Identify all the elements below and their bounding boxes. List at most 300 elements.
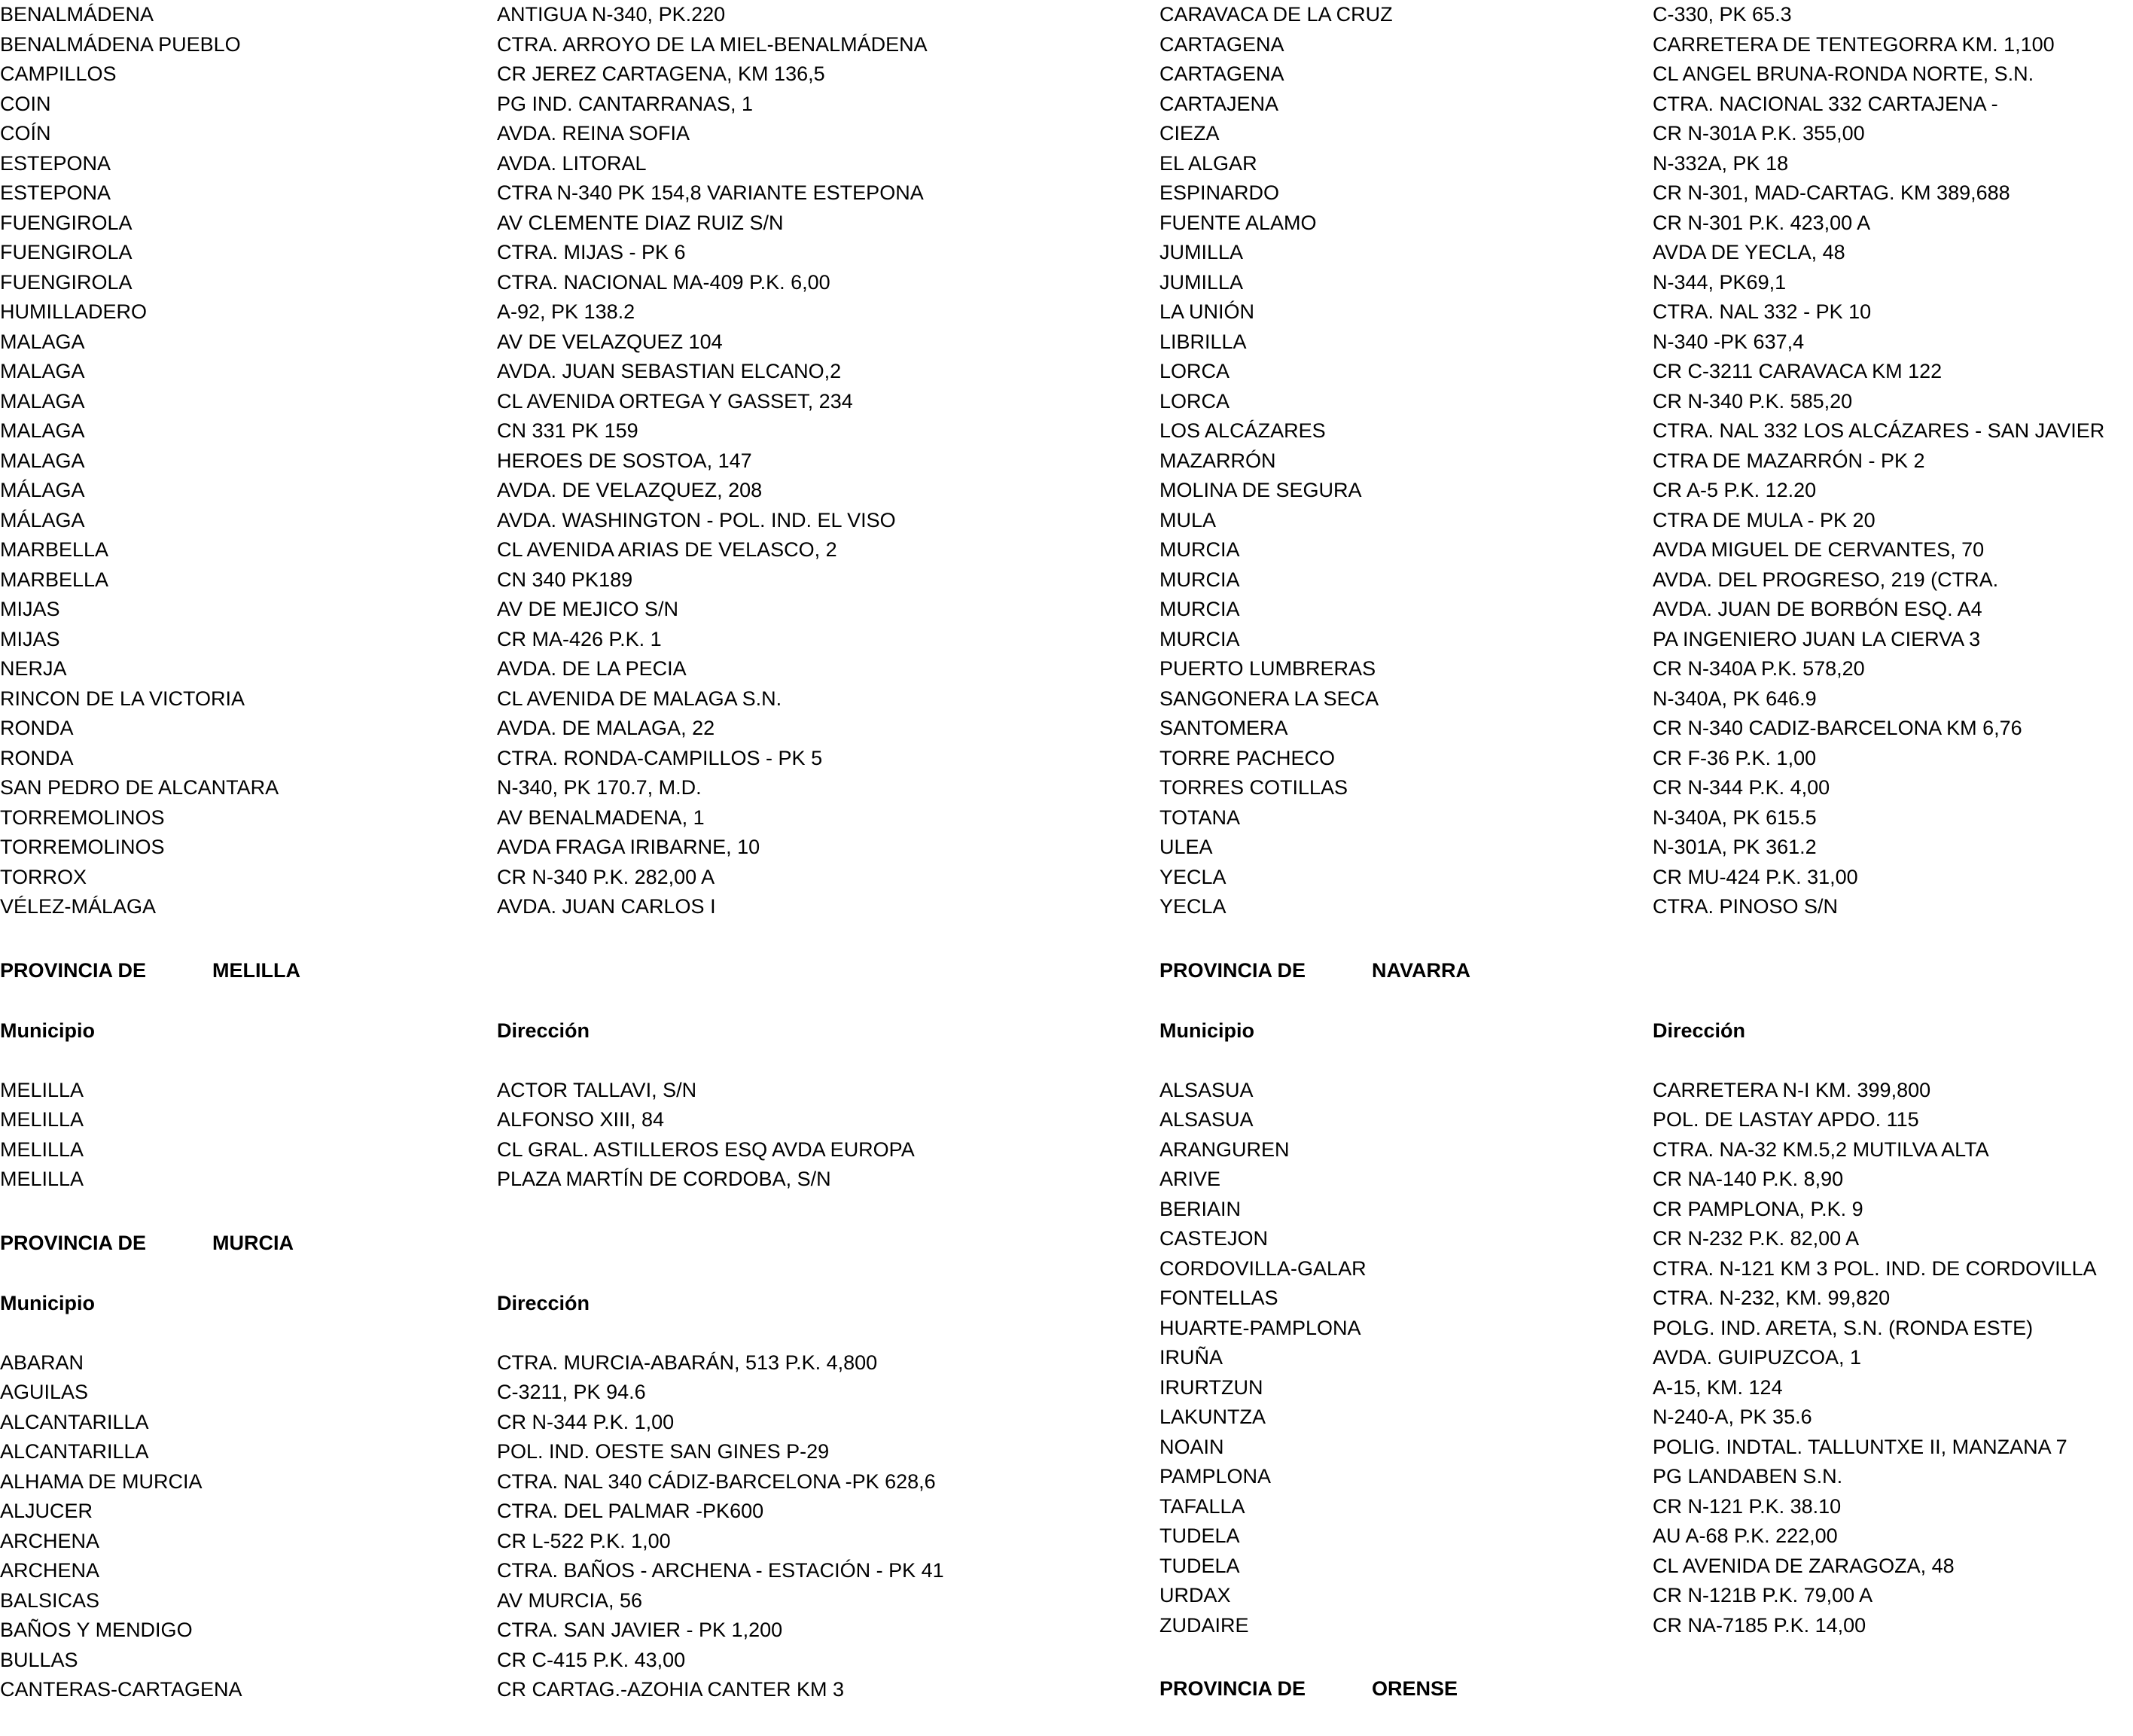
municipio-cell: BENALMÁDENA — [0, 3, 154, 26]
province-name: ORENSE — [1372, 1677, 1458, 1700]
municipio-cell: HUARTE-PAMPLONA — [1159, 1316, 1361, 1339]
municipio-cell: JUMILLA — [1159, 241, 1244, 263]
municipio-cell: ABARAN — [0, 1351, 84, 1374]
list-item — [0, 59, 1152, 90]
municipio-cell: SAN PEDRO DE ALCANTARA — [0, 776, 279, 799]
direccion-cell: CTRA. NAL 332 - PK 10 — [1653, 300, 1872, 323]
melilla-list — [0, 1076, 1152, 1195]
municipio-cell: TAFALLA — [1159, 1494, 1245, 1518]
list-item — [1159, 744, 2131, 774]
municipio-cell: ULEA — [1159, 836, 1213, 858]
municipio-cell: TOTANA — [1159, 806, 1241, 829]
list-item — [1159, 1552, 2131, 1582]
list-item — [1159, 1343, 2131, 1373]
direccion-cell: ANTIGUA N-340, PK.220 — [497, 3, 726, 26]
list-item — [1159, 59, 2131, 90]
direccion-cell: N-301A, PK 361.2 — [1653, 836, 1817, 858]
direccion-cell: PLAZA MARTÍN DE CORDOBA, S/N — [497, 1168, 831, 1190]
direccion-cell: CL AVENIDA DE MALAGA S.N. — [497, 687, 782, 710]
list-item — [1159, 1521, 2131, 1552]
municipio-cell: LIBRILLA — [1159, 330, 1247, 353]
direccion-cell: AVDA. GUIPUZCOA, 1 — [1653, 1346, 1862, 1369]
list-item — [1159, 833, 2131, 863]
direccion-cell: CTRA. BAÑOS - ARCHENA - ESTACIÓN - PK 41 — [497, 1559, 944, 1582]
municipio-cell: MIJAS — [0, 627, 60, 650]
province-label: PROVINCIA DE — [0, 958, 147, 982]
province-name: NAVARRA — [1372, 958, 1470, 982]
list-item — [0, 833, 1152, 863]
direccion-cell: AV MURCIA, 56 — [497, 1588, 643, 1612]
direccion-cell: AVDA. WASHINGTON - POL. IND. EL VISO — [497, 508, 896, 531]
direccion-cell: CTRA N-340 PK 154,8 VARIANTE ESTEPONA — [497, 181, 924, 204]
municipio-cell: MULA — [1159, 508, 1217, 531]
municipio-cell: MÁLAGA — [0, 508, 85, 531]
direccion-cell: CL GRAL. ASTILLEROS ESQ AVDA EUROPA — [497, 1138, 915, 1161]
municipio-cell: MURCIA — [1159, 538, 1240, 561]
list-item — [1159, 773, 2131, 803]
municipio-cell: LAKUNTZA — [1159, 1406, 1266, 1428]
municipio-cell: CAMPILLOS — [0, 62, 117, 85]
municipio-cell: MURCIA — [1159, 568, 1240, 591]
direccion-cell: CR N-121 P.K. 38.10 — [1653, 1494, 1842, 1518]
direccion-cell: N-340 -PK 637,4 — [1653, 330, 1805, 353]
direccion-cell: CTRA. N-232, KM. 99,820 — [1653, 1287, 1891, 1309]
municipio-cell: TORREMOLINOS — [0, 806, 165, 829]
municipio-cell: FUENTE ALAMO — [1159, 211, 1317, 234]
direccion-cell: CTRA. DEL PALMAR -PK600 — [497, 1500, 764, 1522]
direccion-cell: CTRA. NAL 332 LOS ALCÁZARES - SAN JAVIER — [1653, 419, 2105, 442]
direccion-cell: CL ANGEL BRUNA-RONDA NORTE, S.N. — [1653, 62, 2034, 85]
list-item — [0, 595, 1152, 625]
list-item — [1159, 1611, 2131, 1641]
direccion-cell: CTRA. NAL 340 CÁDIZ-BARCELONA -PK 628,6 — [497, 1470, 936, 1493]
header-direccion: Dirección — [497, 1291, 590, 1314]
province-heading-navarra — [1159, 955, 2131, 985]
list-item — [0, 863, 1152, 893]
list-item — [0, 476, 1152, 506]
direccion-cell: CR N-340 P.K. 585,20 — [1653, 389, 1853, 413]
list-item — [0, 416, 1152, 446]
direccion-cell: AVDA. DE VELAZQUEZ, 208 — [497, 479, 763, 501]
list-item — [1159, 1135, 2131, 1165]
list-item — [0, 209, 1152, 239]
list-item — [0, 892, 1152, 922]
municipio-cell: LA UNIÓN — [1159, 300, 1255, 323]
direccion-cell: ALFONSO XIII, 84 — [497, 1108, 665, 1131]
list-item — [1159, 387, 2131, 417]
direccion-cell: CL AVENIDA ORTEGA Y GASSET, 234 — [497, 389, 853, 413]
list-item — [0, 1135, 1152, 1165]
municipio-cell: CANTERAS-CARTAGENA — [0, 1678, 242, 1701]
municipio-cell: TORRE PACHECO — [1159, 746, 1336, 769]
direccion-cell: CTRA. ARROYO DE LA MIEL-BENALMÁDENA — [497, 32, 928, 56]
list-item — [0, 149, 1152, 179]
municipio-cell: VÉLEZ-MÁLAGA — [0, 895, 157, 918]
direccion-cell: AVDA. JUAN SEBASTIAN ELCANO,2 — [497, 360, 842, 382]
list-item — [1159, 1284, 2131, 1314]
direccion-cell: N-340A, PK 615.5 — [1653, 806, 1817, 829]
list-item — [0, 1556, 1152, 1586]
municipio-cell: CARTAGENA — [1159, 62, 1284, 85]
direccion-cell: CR N-340A P.K. 578,20 — [1653, 657, 1865, 680]
direccion-cell: CR N-232 P.K. 82,00 A — [1653, 1227, 1860, 1250]
list-item — [1159, 1224, 2131, 1254]
direccion-cell: AVDA. REINA SOFIA — [497, 122, 690, 145]
direccion-cell: AVDA. DE MALAGA, 22 — [497, 717, 715, 739]
list-item — [0, 1105, 1152, 1135]
municipio-cell: AGUILAS — [0, 1381, 89, 1403]
direccion-cell: AVDA. DEL PROGRESO, 219 (CTRA. — [1653, 568, 1999, 591]
direccion-cell: A-15, KM. 124 — [1653, 1375, 1783, 1399]
direccion-cell: AVDA. JUAN CARLOS I — [497, 895, 716, 918]
municipio-cell: ARIVE — [1159, 1168, 1221, 1190]
municipio-cell: ALCANTARILLA — [0, 1410, 149, 1433]
municipio-cell: YECLA — [1159, 865, 1226, 888]
municipio-cell: MELILLA — [0, 1078, 84, 1101]
direccion-cell: CTRA. NACIONAL MA-409 P.K. 6,00 — [497, 270, 830, 294]
direccion-cell: CR MU-424 P.K. 31,00 — [1653, 865, 1858, 888]
direccion-cell: CR JEREZ CARTAGENA, KM 136,5 — [497, 62, 825, 85]
municipio-cell: TUDELA — [1159, 1554, 1240, 1577]
list-item — [0, 1497, 1152, 1527]
municipio-cell: TUDELA — [1159, 1524, 1240, 1547]
direccion-cell: CTRA. PINOSO S/N — [1653, 895, 1839, 918]
list-item — [1159, 357, 2131, 387]
direccion-cell: CTRA. N-121 KM 3 POL. IND. DE CORDOVILLA — [1653, 1256, 2097, 1280]
direccion-cell: PG IND. CANTARRANAS, 1 — [497, 92, 754, 115]
direccion-cell: AVDA DE YECLA, 48 — [1653, 241, 1845, 263]
direccion-cell: CARRETERA N-I KM. 399,800 — [1653, 1078, 1931, 1101]
municipio-cell: ALHAMA DE MURCIA — [0, 1470, 203, 1493]
municipio-cell: LORCA — [1159, 360, 1230, 382]
direccion-cell: CN 331 PK 159 — [497, 419, 638, 442]
list-item — [1159, 1314, 2131, 1344]
direccion-cell: CTRA. MIJAS - PK 6 — [497, 241, 686, 263]
list-item — [0, 1527, 1152, 1557]
municipio-cell: FUENGIROLA — [0, 270, 133, 294]
list-item — [1159, 1195, 2131, 1225]
list-item — [1159, 209, 2131, 239]
list-item — [1159, 1165, 2131, 1195]
municipio-cell: FONTELLAS — [1159, 1287, 1278, 1309]
municipio-cell: RINCON DE LA VICTORIA — [0, 687, 245, 710]
list-item — [0, 684, 1152, 714]
municipio-cell: CARAVACA DE LA CRUZ — [1159, 3, 1393, 26]
direccion-cell: AV DE VELAZQUEZ 104 — [497, 330, 723, 353]
direccion-cell: CR N-340 P.K. 282,00 A — [497, 865, 715, 888]
municipio-cell: IRUÑA — [1159, 1346, 1223, 1369]
municipio-cell: CARTAJENA — [1159, 92, 1279, 115]
list-item — [0, 1408, 1152, 1438]
direccion-cell: CTRA. MURCIA-ABARÁN, 513 P.K. 4,800 — [497, 1351, 878, 1374]
list-item — [0, 268, 1152, 298]
list-item — [0, 1586, 1152, 1616]
list-item — [0, 1646, 1152, 1676]
list-item — [1159, 565, 2131, 595]
direccion-cell: PG LANDABEN S.N. — [1653, 1465, 1843, 1488]
direccion-cell: CR CARTAG.-AZOHIA CANTER KM 3 — [497, 1678, 845, 1701]
municipio-cell: MELILLA — [0, 1168, 84, 1190]
municipio-cell: PUERTO LUMBRERAS — [1159, 657, 1376, 680]
municipio-cell: MÁLAGA — [0, 479, 85, 501]
list-item — [1159, 119, 2131, 149]
direccion-cell: CTRA. NACIONAL 332 CARTAJENA - — [1653, 92, 1998, 115]
municipio-cell: BERIAIN — [1159, 1197, 1242, 1220]
list-item — [1159, 90, 2131, 120]
province-name: MELILLA — [212, 958, 300, 982]
municipio-cell: ESTEPONA — [0, 151, 111, 175]
municipio-cell: MARBELLA — [0, 538, 109, 561]
list-item — [0, 1378, 1152, 1408]
list-item — [1159, 1373, 2131, 1403]
header-direccion: Dirección — [497, 1019, 590, 1042]
municipio-cell: NOAIN — [1159, 1435, 1224, 1458]
municipio-cell: MURCIA — [1159, 627, 1240, 650]
list-item — [1159, 149, 2131, 179]
direccion-cell: A-92, PK 138.2 — [497, 300, 635, 323]
list-item — [0, 387, 1152, 417]
direccion-cell: AVDA MIGUEL DE CERVANTES, 70 — [1653, 538, 1985, 561]
direccion-cell: CR N-344 P.K. 1,00 — [497, 1410, 675, 1433]
list-item — [0, 119, 1152, 149]
municipio-cell: SANTOMERA — [1159, 717, 1288, 739]
direccion-cell: CR N-301 P.K. 423,00 A — [1653, 211, 1871, 234]
direccion-cell: POLIG. INDTAL. TALLUNTXE II, MANZANA 7 — [1653, 1435, 2067, 1458]
murcia-list — [0, 1348, 1152, 1705]
municipio-cell: TORREMOLINOS — [0, 836, 165, 858]
direccion-cell: CR C-3211 CARAVACA KM 122 — [1653, 360, 1943, 382]
municipio-cell: RONDA — [0, 717, 74, 739]
direccion-cell: N-344, PK69,1 — [1653, 270, 1787, 294]
direccion-cell: CARRETERA DE TENTEGORRA KM. 1,100 — [1653, 32, 2055, 56]
list-item — [1159, 535, 2131, 565]
direccion-cell: C-3211, PK 94.6 — [497, 1381, 646, 1403]
direccion-cell: CR N-121B P.K. 79,00 A — [1653, 1584, 1873, 1607]
list-item — [0, 357, 1152, 387]
list-item — [0, 1437, 1152, 1467]
list-item — [0, 803, 1152, 833]
list-item — [1159, 1492, 2131, 1522]
list-item — [0, 1348, 1152, 1378]
header-municipio: Municipio — [1159, 1019, 1254, 1042]
list-item — [0, 714, 1152, 744]
list-item — [0, 0, 1152, 30]
direccion-cell: CR N-344 P.K. 4,00 — [1653, 776, 1830, 799]
municipio-cell: ALJUCER — [0, 1500, 93, 1522]
list-item — [1159, 30, 2131, 60]
direccion-cell: AVDA FRAGA IRIBARNE, 10 — [497, 836, 760, 858]
list-item — [1159, 1403, 2131, 1433]
municipio-cell: BALSICAS — [0, 1588, 100, 1612]
direccion-cell: AVDA. DE LA PECIA — [497, 657, 687, 680]
list-item — [1159, 684, 2131, 714]
municipio-cell: COIN — [0, 92, 51, 115]
municipio-cell: MALAGA — [0, 389, 85, 413]
direccion-cell: N-340, PK 170.7, M.D. — [497, 776, 702, 799]
list-item — [1159, 416, 2131, 446]
direccion-cell: CR L-522 P.K. 1,00 — [497, 1529, 671, 1552]
municipio-cell: MELILLA — [0, 1138, 84, 1161]
direccion-cell: N-332A, PK 18 — [1653, 151, 1789, 175]
direccion-cell: CR F-36 P.K. 1,00 — [1653, 746, 1817, 769]
province-heading-murcia — [0, 1228, 1152, 1258]
list-item — [1159, 268, 2131, 298]
municipio-cell: LORCA — [1159, 389, 1230, 413]
list-item — [1159, 1462, 2131, 1492]
direccion-cell: CTRA DE MAZARRÓN - PK 2 — [1653, 449, 1925, 472]
direccion-cell: CR N-340 CADIZ-BARCELONA KM 6,76 — [1653, 717, 2022, 739]
municipio-cell: COÍN — [0, 122, 51, 145]
direccion-cell: POL. DE LASTAY APDO. 115 — [1653, 1108, 1919, 1131]
column-header — [0, 1016, 1152, 1046]
direccion-cell: AVDA. JUAN DE BORBÓN ESQ. A4 — [1653, 598, 1982, 620]
municipio-cell: TORRES COTILLAS — [1159, 776, 1348, 799]
list-item — [0, 773, 1152, 803]
list-item — [0, 654, 1152, 684]
municipio-cell: ALSASUA — [1159, 1108, 1254, 1131]
municipio-cell: ESTEPONA — [0, 181, 111, 204]
direccion-cell: CTRA DE MULA - PK 20 — [1653, 508, 1876, 531]
province-heading-orense — [1159, 1674, 2131, 1704]
list-item — [0, 506, 1152, 536]
list-item — [0, 1675, 1152, 1705]
municipio-cell: MARBELLA — [0, 568, 109, 591]
list-item — [1159, 1433, 2131, 1463]
municipio-cell: SANGONERA LA SECA — [1159, 687, 1379, 710]
direccion-cell: C-330, PK 65.3 — [1653, 3, 1792, 26]
direccion-cell: CN 340 PK189 — [497, 568, 633, 591]
header-direccion: Dirección — [1653, 1019, 1746, 1042]
province-label: PROVINCIA DE — [1159, 958, 1306, 982]
navarra-list — [1159, 1076, 2131, 1641]
municipio-cell: ALCANTARILLA — [0, 1440, 149, 1463]
list-item — [0, 625, 1152, 655]
municipio-cell: MURCIA — [1159, 598, 1240, 620]
province-name: MURCIA — [212, 1231, 294, 1254]
municipio-cell: CARTAGENA — [1159, 32, 1284, 56]
list-item — [0, 327, 1152, 358]
list-item — [0, 178, 1152, 209]
province-label: PROVINCIA DE — [0, 1231, 147, 1254]
municipio-cell: HUMILLADERO — [0, 300, 148, 323]
direccion-cell: CTRA. SAN JAVIER - PK 1,200 — [497, 1619, 783, 1641]
municipio-cell: ALSASUA — [1159, 1078, 1254, 1101]
direccion-cell: ACTOR TALLAVI, S/N — [497, 1078, 697, 1101]
list-item — [1159, 506, 2131, 536]
malaga-list — [0, 0, 1152, 922]
municipio-cell: MIJAS — [0, 598, 60, 620]
direccion-cell: CR NA-140 P.K. 8,90 — [1653, 1168, 1844, 1190]
municipio-cell: ARCHENA — [0, 1559, 100, 1582]
column-header — [0, 1288, 1152, 1318]
municipio-cell: MELILLA — [0, 1108, 84, 1131]
municipio-cell: CASTEJON — [1159, 1227, 1269, 1250]
municipio-cell: MALAGA — [0, 449, 85, 472]
direccion-cell: N-240-A, PK 35.6 — [1653, 1406, 1812, 1428]
direccion-cell: CR N-301A P.K. 355,00 — [1653, 122, 1865, 145]
direccion-cell: AU A-68 P.K. 222,00 — [1653, 1524, 1838, 1547]
list-item — [0, 90, 1152, 120]
direccion-cell: CR MA-426 P.K. 1 — [497, 627, 662, 650]
right-column — [1159, 0, 2131, 1704]
list-item — [0, 1076, 1152, 1106]
direccion-cell: POL. IND. OESTE SAN GINES P-29 — [497, 1440, 830, 1463]
direccion-cell: CR N-301, MAD-CARTAG. KM 389,688 — [1653, 181, 2010, 204]
header-municipio: Municipio — [0, 1291, 95, 1314]
municipio-cell: FUENGIROLA — [0, 241, 133, 263]
municipio-cell: EL ALGAR — [1159, 151, 1257, 175]
province-heading-melilla — [0, 955, 1152, 985]
direccion-cell: N-340A, PK 646.9 — [1653, 687, 1817, 710]
municipio-cell: FUENGIROLA — [0, 211, 133, 234]
municipio-cell: MALAGA — [0, 360, 85, 382]
direccion-cell: HEROES DE SOSTOA, 147 — [497, 449, 752, 472]
list-item — [1159, 654, 2131, 684]
list-item — [1159, 625, 2131, 655]
direccion-cell: AV CLEMENTE DIAZ RUIZ S/N — [497, 211, 784, 234]
direccion-cell: AV BENALMADENA, 1 — [497, 806, 705, 829]
direccion-cell: CTRA. NA-32 KM.5,2 MUTILVA ALTA — [1653, 1138, 1989, 1161]
list-item — [1159, 595, 2131, 625]
list-item — [1159, 297, 2131, 327]
list-item — [1159, 1581, 2131, 1611]
list-item — [1159, 1105, 2131, 1135]
municipio-cell: ESPINARDO — [1159, 181, 1280, 204]
list-item — [0, 1467, 1152, 1497]
municipio-cell: MALAGA — [0, 330, 85, 353]
list-item — [0, 297, 1152, 327]
municipio-cell: ARCHENA — [0, 1529, 100, 1552]
list-item — [1159, 0, 2131, 30]
municipio-cell: MOLINA DE SEGURA — [1159, 479, 1362, 501]
list-item — [1159, 1076, 2131, 1106]
list-item — [1159, 892, 2131, 922]
municipio-cell: BULLAS — [0, 1648, 78, 1671]
municipio-cell: TORROX — [0, 865, 87, 888]
municipio-cell: MALAGA — [0, 419, 85, 442]
list-item — [1159, 476, 2131, 506]
province-label: PROVINCIA DE — [1159, 1677, 1306, 1700]
direccion-cell: CL AVENIDA DE ZARAGOZA, 48 — [1653, 1554, 1955, 1577]
murcia-cont-list — [1159, 0, 2131, 922]
direccion-cell: CR C-415 P.K. 43,00 — [497, 1648, 686, 1671]
column-header — [1159, 1016, 2131, 1046]
municipio-cell: BENALMÁDENA PUEBLO — [0, 32, 241, 56]
list-item — [1159, 863, 2131, 893]
direccion-cell: AV DE MEJICO S/N — [497, 598, 679, 620]
direccion-cell: CL AVENIDA ARIAS DE VELASCO, 2 — [497, 538, 837, 561]
list-item — [1159, 178, 2131, 209]
direccion-cell: CR PAMPLONA, P.K. 9 — [1653, 1197, 1863, 1220]
list-item — [0, 446, 1152, 477]
municipio-cell: ARANGUREN — [1159, 1138, 1290, 1161]
list-item — [0, 238, 1152, 268]
direccion-cell: POLG. IND. ARETA, S.N. (RONDA ESTE) — [1653, 1316, 2034, 1339]
list-item — [0, 535, 1152, 565]
municipio-cell: ZUDAIRE — [1159, 1613, 1249, 1637]
municipio-cell: URDAX — [1159, 1584, 1231, 1607]
municipio-cell: IRURTZUN — [1159, 1375, 1263, 1399]
municipio-cell: LOS ALCÁZARES — [1159, 419, 1326, 442]
municipio-cell: PAMPLONA — [1159, 1465, 1272, 1488]
header-municipio: Municipio — [0, 1019, 95, 1042]
list-item — [0, 30, 1152, 60]
municipio-cell: RONDA — [0, 746, 74, 769]
direccion-cell: CR A-5 P.K. 12.20 — [1653, 479, 1817, 501]
direccion-cell: CTRA. RONDA-CAMPILLOS - PK 5 — [497, 746, 823, 769]
municipio-cell: BAÑOS Y MENDIGO — [0, 1619, 193, 1641]
list-item — [0, 744, 1152, 774]
